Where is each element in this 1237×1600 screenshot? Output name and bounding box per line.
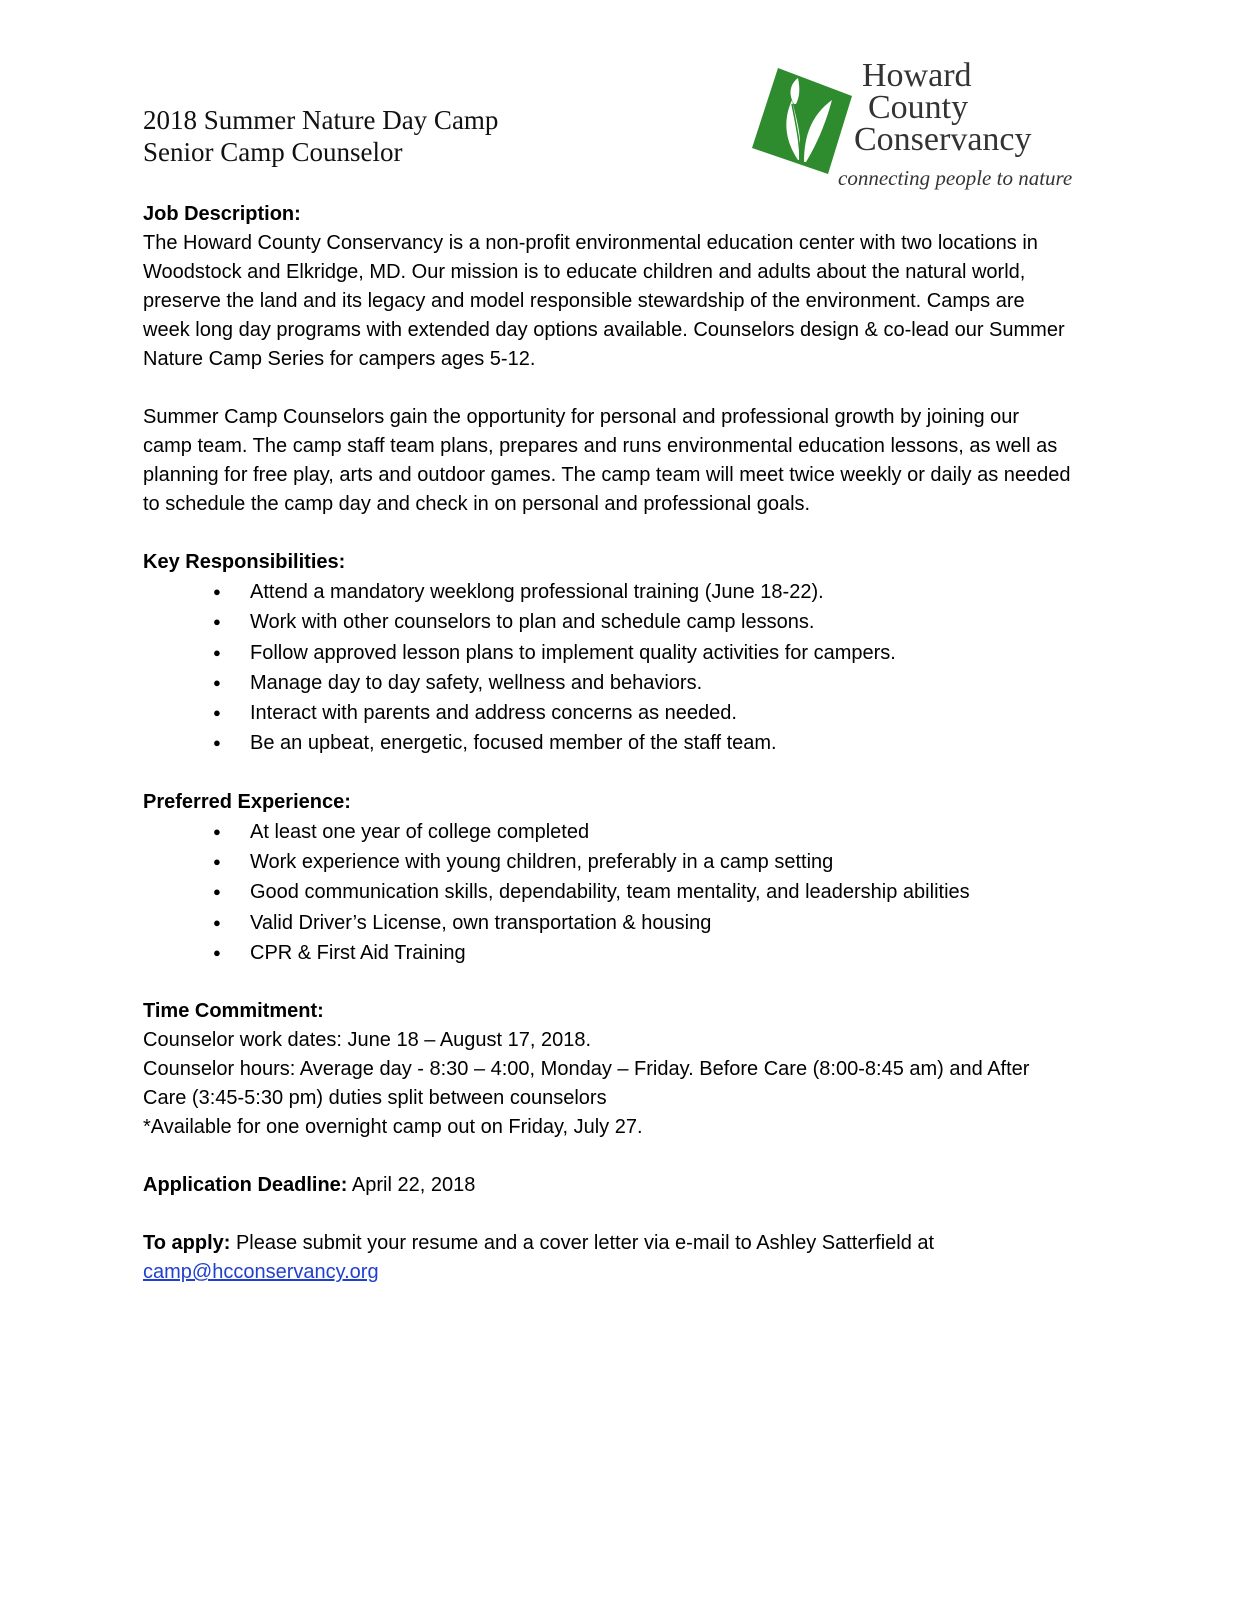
preferred-experience-heading: Preferred Experience: — [143, 790, 351, 813]
list-item: ● Work with other counselors to plan and schedule camp lessons. — [143, 607, 1073, 637]
leaf-logo-icon — [748, 64, 860, 176]
work-dates: Counselor work dates: June 18 – August 17, 2018. — [143, 1029, 592, 1052]
list-item: ● Follow approved lesson plans to implement quality activities for campers. — [143, 638, 1073, 668]
title-line-2: Senior Camp Counselor — [143, 137, 403, 167]
application-deadline — [143, 1171, 1073, 1200]
job-description-paragraph-2: Summer Camp Counselors gain the opportunity for personal and professional growth by joining our camp team. The camp staff team plans, prepares and runs environmental education lessons, as well as planning for free play, arts and outdoor games. The camp team will meet twice weekly or daily as needed to schedule the camp day and check in on personal and professional goals. — [143, 406, 1071, 515]
job-description-heading: Job Description: — [143, 203, 301, 225]
logo-name-line-3: Conservancy — [854, 121, 1032, 158]
logo-name — [854, 57, 1032, 158]
job-description-paragraph-1: The Howard County Conservancy is a non-profit environmental education center with two locations in Woodstock and Elkridge, MD. Our mission is to educate children and adults about the natural world, preserve the land and its legacy and model responsible stewardship of the environment. Camps are week long day programs with extended day options available. Counselors design & co-lead our Summer Nature Camp Series for campers ages 5-12. — [143, 232, 1065, 370]
title-line-1: 2018 Summer Nature Day Camp — [143, 105, 499, 135]
list-item: ● Work experience with young children, preferably in a camp setting — [143, 847, 1073, 877]
list-item: ● Valid Driver’s License, own transportation & housing — [143, 908, 1073, 938]
overnight-note: *Available for one overnight camp out on Friday, July 27. — [143, 1116, 643, 1139]
time-commitment-heading: Time Commitment: — [143, 1000, 324, 1023]
list-item: ● CPR & First Aid Training — [143, 938, 1073, 968]
list-item: ● At least one year of college completed — [143, 817, 1073, 847]
logo-tagline: connecting people to nature — [838, 166, 1073, 190]
preferred-experience-list — [143, 817, 1073, 968]
page-title — [143, 104, 498, 168]
list-item: ● Attend a mandatory weeklong professional training (June 18-22). — [143, 577, 1073, 607]
document-body — [143, 200, 1073, 1287]
logo-name-line-2: County — [868, 89, 969, 126]
key-responsibilities-list — [143, 577, 1073, 759]
list-item: ● Good communication skills, dependability, team mentality, and leadership abilities — [143, 877, 1073, 907]
application-deadline-label: Application Deadline: — [143, 1174, 348, 1197]
to-apply-text: Please submit your resume and a cover letter via e-mail to Ashley Satterfield at — [235, 1232, 935, 1255]
application-deadline-value: April 22, 2018 — [351, 1174, 476, 1197]
list-item: ● Interact with parents and address concerns as needed. — [143, 698, 1073, 728]
email-link[interactable]: camp@hcconservancy.org — [143, 1261, 379, 1284]
counselor-hours: Counselor hours: Average day - 8:30 – 4:00, Monday – Friday. Before Care (8:00-8:45 am) and After Care (3:45-5:30 pm) duties split between counselors — [143, 1058, 1030, 1110]
to-apply-label: To apply: — [143, 1232, 231, 1255]
list-item: ● Be an upbeat, energetic, focused member of the staff team. — [143, 728, 1073, 758]
logo-name-line-1: Howard — [862, 57, 972, 94]
to-apply — [143, 1229, 1073, 1287]
conservancy-logo — [748, 57, 1078, 200]
key-responsibilities-heading: Key Responsibilities: — [143, 551, 346, 573]
list-item: ● Manage day to day safety, wellness and behaviors. — [143, 668, 1073, 698]
